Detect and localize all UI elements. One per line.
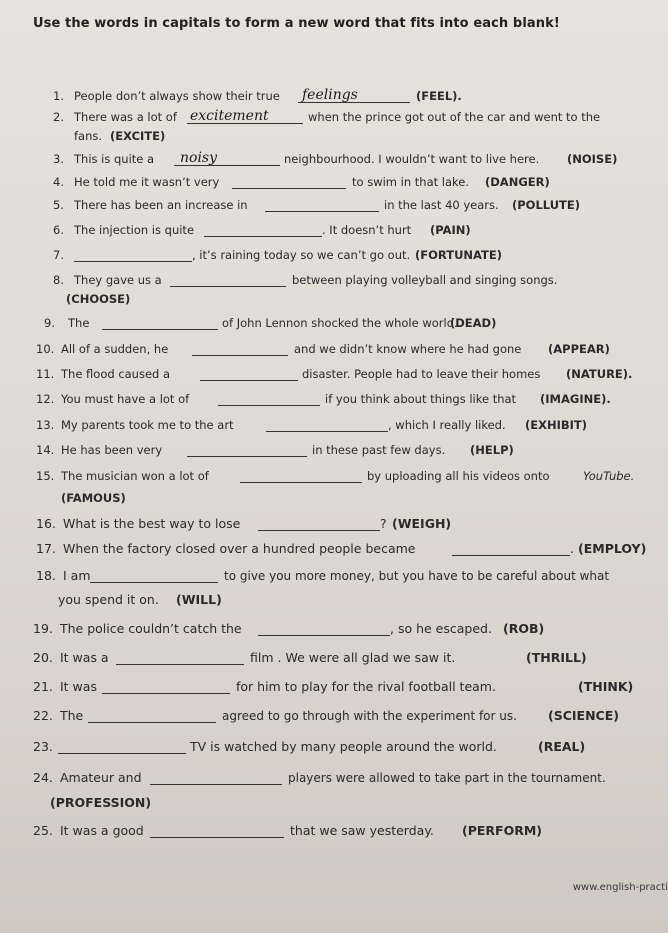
keyword: (NATURE). xyxy=(566,367,633,381)
answer-blank[interactable] xyxy=(150,823,284,838)
question-13 xyxy=(0,417,668,437)
question-2 xyxy=(0,109,668,149)
question-text: , it’s raining today so we can’t go out. xyxy=(192,248,411,262)
question-text: The flood caused a xyxy=(61,367,171,381)
question-text: It was xyxy=(60,679,97,694)
question-14 xyxy=(0,442,668,462)
handwritten-answer: excitement xyxy=(190,108,269,124)
question-22 xyxy=(0,708,668,728)
question-1 xyxy=(0,88,668,108)
keyword: (CHOOSE) xyxy=(66,292,131,306)
question-16 xyxy=(0,516,668,536)
question-text: , so he escaped. xyxy=(390,621,492,636)
answer-blank[interactable] xyxy=(187,442,307,457)
question-text: disaster. People had to leave their homes xyxy=(302,367,541,381)
question-number: 19. xyxy=(33,621,53,636)
question-number: 2. xyxy=(53,110,64,124)
question-8 xyxy=(0,272,668,312)
question-text: People don’t always show their true xyxy=(74,89,280,103)
answer-blank[interactable] xyxy=(200,366,298,381)
keyword: (NOISE) xyxy=(567,152,618,166)
question-text: TV is watched by many people around the world. xyxy=(190,739,497,754)
question-text: to give you more money, but you have to be careful about what xyxy=(224,569,610,583)
answer-blank[interactable] xyxy=(90,568,218,583)
question-6 xyxy=(0,222,668,242)
answer-blank[interactable] xyxy=(116,650,244,665)
question-21 xyxy=(0,679,668,699)
question-text: of John Lennon shocked the whole world. xyxy=(222,316,458,330)
keyword: (SCIENCE) xyxy=(548,708,619,723)
question-number: 23. xyxy=(33,739,53,754)
question-17 xyxy=(0,541,668,561)
question-number: 8. xyxy=(53,273,64,287)
answer-blank[interactable] xyxy=(150,770,282,785)
answer-blank[interactable] xyxy=(58,739,186,754)
question-text: neighbourhood. I wouldn’t want to live here. xyxy=(284,152,540,166)
question-10 xyxy=(0,341,668,361)
question-number: 4. xyxy=(53,175,64,189)
question-18 xyxy=(0,568,668,612)
question-text: It was a xyxy=(60,650,109,665)
keyword: (HELP) xyxy=(470,443,514,457)
question-text: There was a lot of xyxy=(74,110,177,124)
question-number: 12. xyxy=(36,392,55,406)
question-text: Amateur and xyxy=(60,770,142,785)
answer-blank[interactable] xyxy=(266,417,388,432)
question-19 xyxy=(0,621,668,641)
question-text: agreed to go through with the experiment for us. xyxy=(222,709,517,723)
keyword: (POLLUTE) xyxy=(512,198,581,212)
question-number: 22. xyxy=(33,708,53,723)
question-text: in these past few days. xyxy=(312,443,446,457)
keyword: (PROFESSION) xyxy=(50,795,152,810)
question-number: 7. xyxy=(53,248,64,262)
question-text: . It doesn’t hurt xyxy=(322,223,412,237)
question-text: in the last 40 years. xyxy=(384,198,499,212)
question-text: . xyxy=(570,541,574,556)
question-7 xyxy=(0,247,668,267)
question-text: to swim in that lake. xyxy=(352,175,470,189)
question-text: between playing volleyball and singing songs. xyxy=(292,273,558,287)
answer-blank[interactable] xyxy=(170,272,286,287)
keyword: (FEEL). xyxy=(416,89,462,103)
question-number: 9. xyxy=(44,316,55,330)
question-text: fans. xyxy=(74,129,103,143)
answer-blank[interactable] xyxy=(204,222,322,237)
question-text: film . We were all glad we saw it. xyxy=(250,650,456,665)
question-number: 3. xyxy=(53,152,64,166)
keyword: (IMAGINE). xyxy=(540,392,611,406)
question-text: My parents took me to the art xyxy=(61,418,234,432)
question-number: 13. xyxy=(36,418,55,432)
question-number: 6. xyxy=(53,223,64,237)
question-number: 21. xyxy=(33,679,53,694)
question-number: 25. xyxy=(33,823,53,838)
answer-blank[interactable] xyxy=(102,315,218,330)
handwritten-answer: feelings xyxy=(302,87,358,103)
keyword: (REAL) xyxy=(538,739,586,754)
keyword: (DANGER) xyxy=(485,175,550,189)
question-9 xyxy=(0,315,668,335)
keyword: (WILL) xyxy=(176,592,222,607)
answer-blank[interactable] xyxy=(240,468,362,483)
question-text: There has been an increase in xyxy=(74,198,248,212)
keyword: (PERFORM) xyxy=(462,823,542,838)
question-24 xyxy=(0,770,668,816)
question-text: I am xyxy=(63,568,91,583)
keyword: (APPEAR) xyxy=(548,342,610,356)
keyword: (EMPLOY) xyxy=(578,541,647,556)
question-23 xyxy=(0,739,668,759)
question-text: that we saw yesterday. xyxy=(290,823,434,838)
question-text: He told me it wasn’t very xyxy=(74,175,220,189)
question-text: and we didn’t know where he had gone xyxy=(294,342,522,356)
answer-blank[interactable] xyxy=(258,516,380,531)
answer-blank[interactable] xyxy=(452,541,570,556)
question-11 xyxy=(0,366,668,386)
answer-blank[interactable] xyxy=(102,679,230,694)
question-3 xyxy=(0,151,668,171)
question-15 xyxy=(0,468,668,512)
question-text: He has been very xyxy=(61,443,163,457)
question-text: It was a good xyxy=(60,823,144,838)
question-number: 20. xyxy=(33,650,53,665)
question-12 xyxy=(0,391,668,411)
keyword: (ROB) xyxy=(503,621,545,636)
keyword: (FAMOUS) xyxy=(61,491,126,505)
question-number: 5. xyxy=(53,198,64,212)
answer-blank[interactable] xyxy=(88,708,216,723)
keyword: (DEAD) xyxy=(450,316,497,330)
answer-blank[interactable] xyxy=(192,341,288,356)
answer-blank[interactable] xyxy=(265,197,379,212)
question-text: All of a sudden, he xyxy=(61,342,169,356)
question-number: 16. xyxy=(36,516,56,531)
question-text: for him to play for the rival football team. xyxy=(236,679,496,694)
question-text: when the prince got out of the car and went to the xyxy=(308,110,601,124)
question-number: 17. xyxy=(36,541,56,556)
keyword: (PAIN) xyxy=(430,223,471,237)
answer-blank[interactable] xyxy=(74,247,192,262)
keyword: (EXCITE) xyxy=(110,129,166,143)
worksheet-title: Use the words in capitals to form a new word that fits into each blank! xyxy=(33,16,560,31)
keyword: (WEIGH) xyxy=(392,516,452,531)
question-text: What is the best way to lose xyxy=(63,516,241,531)
question-text: The xyxy=(60,708,84,723)
handwritten-answer: noisy xyxy=(180,150,218,166)
question-text: by uploading all his videos onto xyxy=(367,469,550,483)
question-text-italic: YouTube. xyxy=(583,469,635,483)
keyword: (THINK) xyxy=(578,679,634,694)
question-text: You must have a lot of xyxy=(61,392,190,406)
question-text: This is quite a xyxy=(74,152,155,166)
question-text: , which I really liked. xyxy=(388,418,506,432)
footer-website: www.english-practi xyxy=(572,882,668,893)
answer-blank[interactable] xyxy=(232,174,346,189)
question-text: The injection is quite xyxy=(74,223,195,237)
question-number: 24. xyxy=(33,770,53,785)
question-text: When the factory closed over a hundred people became xyxy=(63,541,416,556)
question-number: 1. xyxy=(53,89,64,103)
question-text: you spend it on. xyxy=(58,592,159,607)
question-4 xyxy=(0,174,668,194)
question-text: players were allowed to take part in the tournament. xyxy=(288,771,606,785)
question-number: 11. xyxy=(36,367,55,381)
question-text: The police couldn’t catch the xyxy=(60,621,242,636)
answer-blank[interactable] xyxy=(218,391,320,406)
question-number: 10. xyxy=(36,342,55,356)
keyword: (FORTUNATE) xyxy=(415,248,502,262)
question-number: 15. xyxy=(36,469,55,483)
question-text: The musician won a lot of xyxy=(61,469,209,483)
keyword: (THRILL) xyxy=(526,650,587,665)
question-text: The xyxy=(68,316,90,330)
question-25 xyxy=(0,823,668,843)
question-number: 18. xyxy=(36,568,56,583)
question-text: ? xyxy=(380,516,387,531)
question-5 xyxy=(0,197,668,217)
question-text: if you think about things like that xyxy=(325,392,517,406)
answer-blank[interactable] xyxy=(258,621,390,636)
question-number: 14. xyxy=(36,443,55,457)
keyword: (EXHIBIT) xyxy=(525,418,588,432)
question-20 xyxy=(0,650,668,670)
question-text: They gave us a xyxy=(74,273,162,287)
